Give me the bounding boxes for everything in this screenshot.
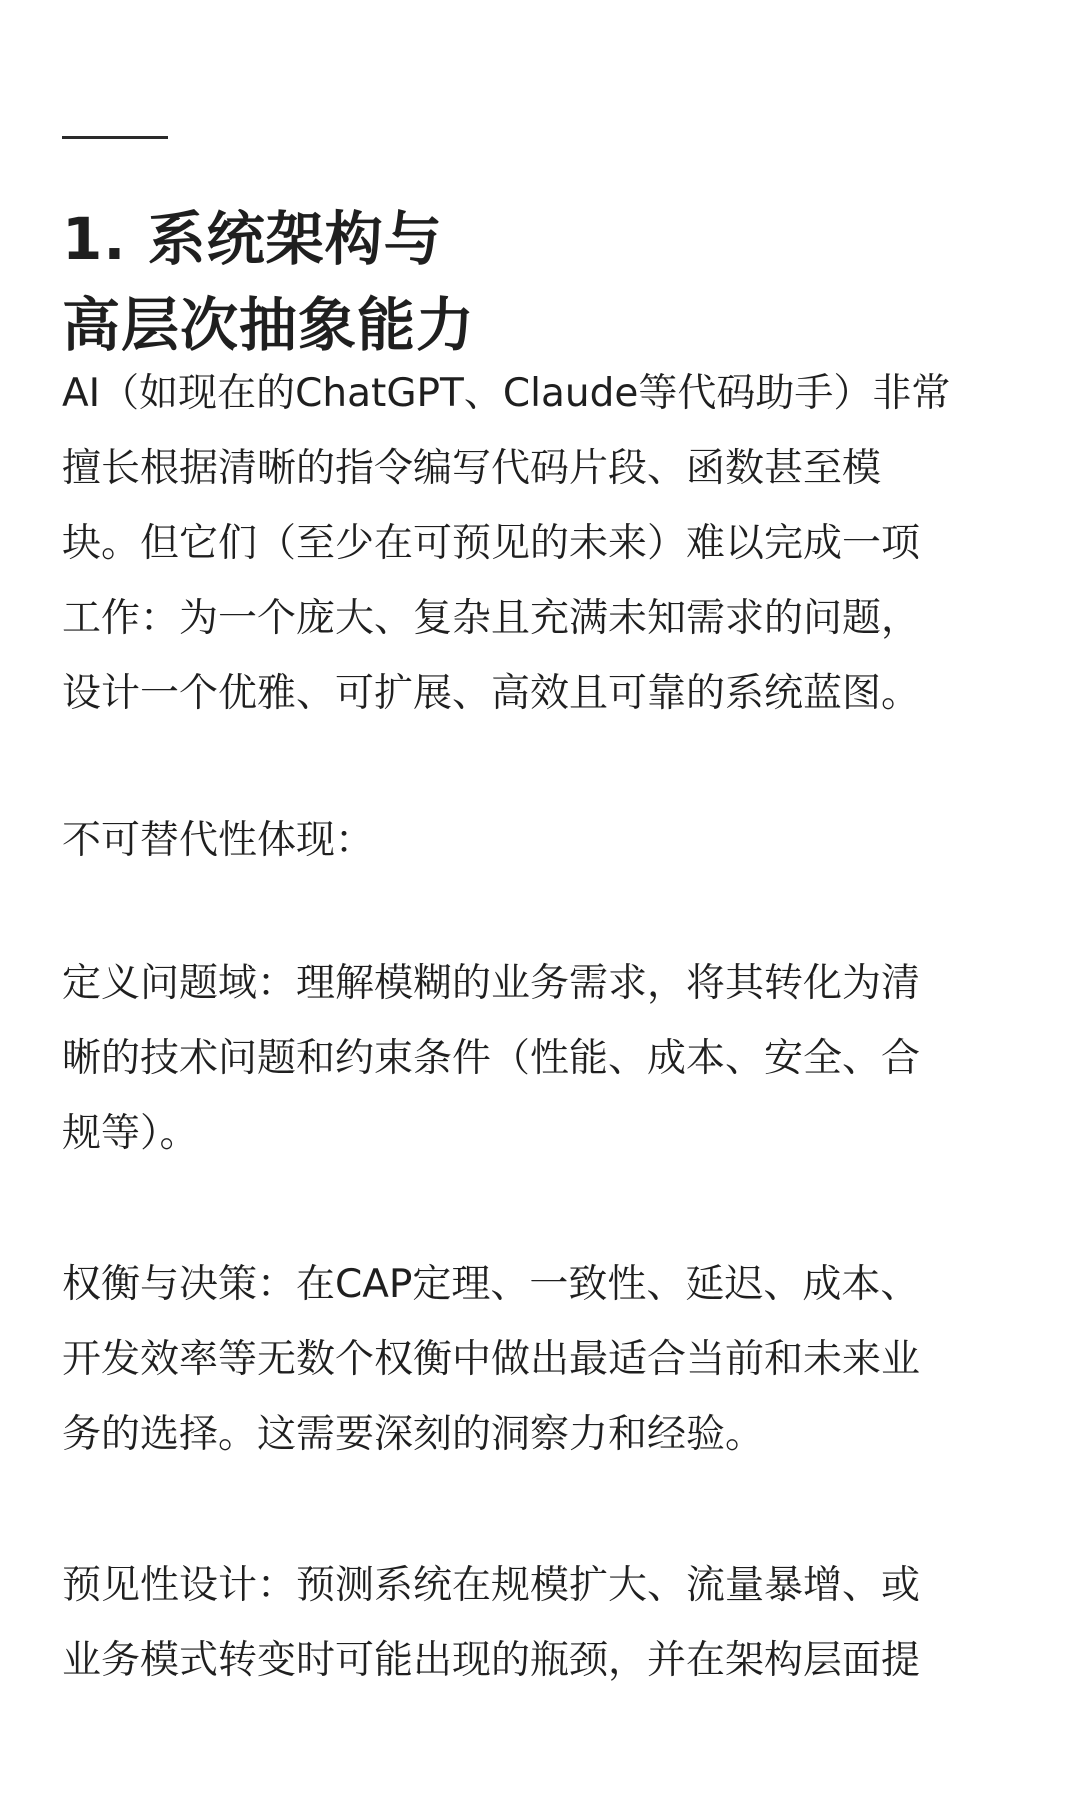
paragraph-line: 务的选择。这需要深刻的洞察力和经验。 bbox=[62, 1412, 765, 1457]
paragraph-line: 块。但它们（至少在可预见的未来）难以完成一项 bbox=[62, 521, 921, 566]
section-heading bbox=[62, 196, 1022, 368]
paragraph-line: 擅长根据清晰的指令编写代码片段、函数甚至模 bbox=[62, 446, 882, 491]
heading-line: 1. 系统架构与 bbox=[62, 205, 443, 273]
paragraph-line: 工作：为一个庞大、复杂且充满未知需求的问题， bbox=[62, 596, 921, 641]
heading-line: 高层次抽象能力 bbox=[62, 291, 476, 359]
paragraph-line: 权衡与决策：在CAP定理、一致性、延迟、成本、 bbox=[62, 1262, 920, 1307]
subheading-text: 不可替代性体现： bbox=[62, 818, 375, 863]
subheading bbox=[62, 803, 1022, 878]
intro-paragraph bbox=[62, 356, 1022, 731]
paragraph-line: 定义问题域：理解模糊的业务需求，将其转化为清 bbox=[62, 961, 921, 1006]
paragraph-line: 设计一个优雅、可扩展、高效且可靠的系统蓝图。 bbox=[62, 671, 921, 716]
paragraph-line: 规等）。 bbox=[62, 1111, 199, 1156]
paragraph-line: AI（如现在的ChatGPT、Claude等代码助手）非常 bbox=[62, 371, 951, 416]
paragraph-line: 开发效率等无数个权衡中做出最适合当前和未来业 bbox=[62, 1337, 921, 1382]
section-divider bbox=[62, 136, 168, 139]
paragraph-line: 预见性设计：预测系统在规模扩大、流量暴增、或 bbox=[62, 1563, 921, 1608]
point-predictive-design bbox=[62, 1548, 1022, 1698]
paragraph-line: 晰的技术问题和约束条件（性能、成本、安全、合 bbox=[62, 1036, 921, 1081]
point-tradeoffs bbox=[62, 1247, 1022, 1472]
paragraph-line: 业务模式转变时可能出现的瓶颈，并在架构层面提 bbox=[62, 1638, 921, 1683]
point-define-problem-domain bbox=[62, 946, 1022, 1171]
